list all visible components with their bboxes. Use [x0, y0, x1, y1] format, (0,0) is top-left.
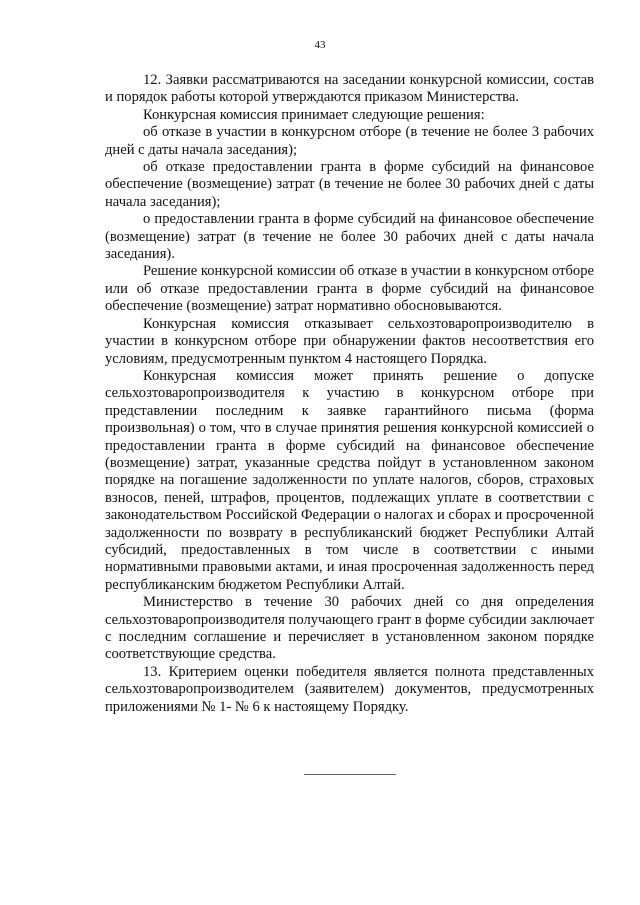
- paragraph-ministry-agreement: Министерство в течение 30 рабочих дней со дня определения сельхозтоваропроизводителя получающего грант в форме субсидии заключает с последним соглашение и перечисляет в установленном законом порядке соответствующие средства.: [105, 594, 594, 663]
- paragraph-item-12: 12. Заявки рассматриваются на заседании конкурсной комиссии, состав и порядок работы которой утверждаются приказом Министерства.: [105, 72, 594, 106]
- paragraph-decisions-intro: Конкурсная комиссия принимает следующие решения:: [143, 106, 485, 123]
- footer-divider: [304, 774, 396, 775]
- paragraph-decision-refuse-participation: об отказе в участии в конкурсном отборе (в течение не более 3 рабочих дней с даты начала заседания);: [105, 124, 594, 158]
- paragraph-refusal-grounds: Конкурсная комиссия отказывает сельхозтоваропроизводителю в участии в конкурсном отборе при обнаружении фактов несоответствия его условиям, предусмотренным пунктом 4 настоящего Порядка.: [105, 315, 594, 367]
- document-body: [105, 72, 594, 716]
- paragraph-admission-guarantee: Конкурсная комиссия может принять решение о допуске сельхозтоваропроизводителя к участию в конкурсном отборе при представлении последним к заявке гарантийного письма (форма произвольная) о том, что в случае принятия решения конкурсной комиссией о предоставлении гранта в форме субсидий на финансовое обеспечение (возмещение) затрат, указанные средства пойдут в установленном законом порядке на погашение задолженности по уплате налогов, сборов, страховых взносов, пеней, штрафов, процентов, подлежащих уплате в соответствии с законодательством Российской Федерации о налогах и сборах и просроченной задолженности по возврату в республиканский бюджет Республики Алтай субсидий, предоставленных в том числе в соответствии с иными нормативными правовыми актами, и иная просроченная задолженность перед республиканским бюджетом Республики Алтай.: [105, 367, 594, 593]
- paragraph-item-13: 13. Критерием оценки победителя является полнота представленных сельхозтоваропроизводителем (заявителем) документов, предусмотренных приложениями № 1- № 6 к настоящему Порядку.: [105, 663, 594, 715]
- paragraph-decision-refuse-grant: об отказе предоставлении гранта в форме субсидий на финансовое обеспечение (возмещение) затрат (в течение не более 30 рабочих дней с даты начала заседания);: [105, 159, 594, 210]
- page-number: 43: [314, 39, 326, 51]
- paragraph-justification: Решение конкурсной комиссии об отказе в участии в конкурсном отборе или об отказе предоставлении гранта в форме субсидий на финансовое обеспечение (возмещение) затрат нормативно обосновываются.: [105, 263, 594, 315]
- paragraph-decision-grant: о предоставлении гранта в форме субсидий на финансовое обеспечение (возмещение) затрат (в течение не более 30 рабочих дней с даты начала заседания).: [105, 211, 594, 263]
